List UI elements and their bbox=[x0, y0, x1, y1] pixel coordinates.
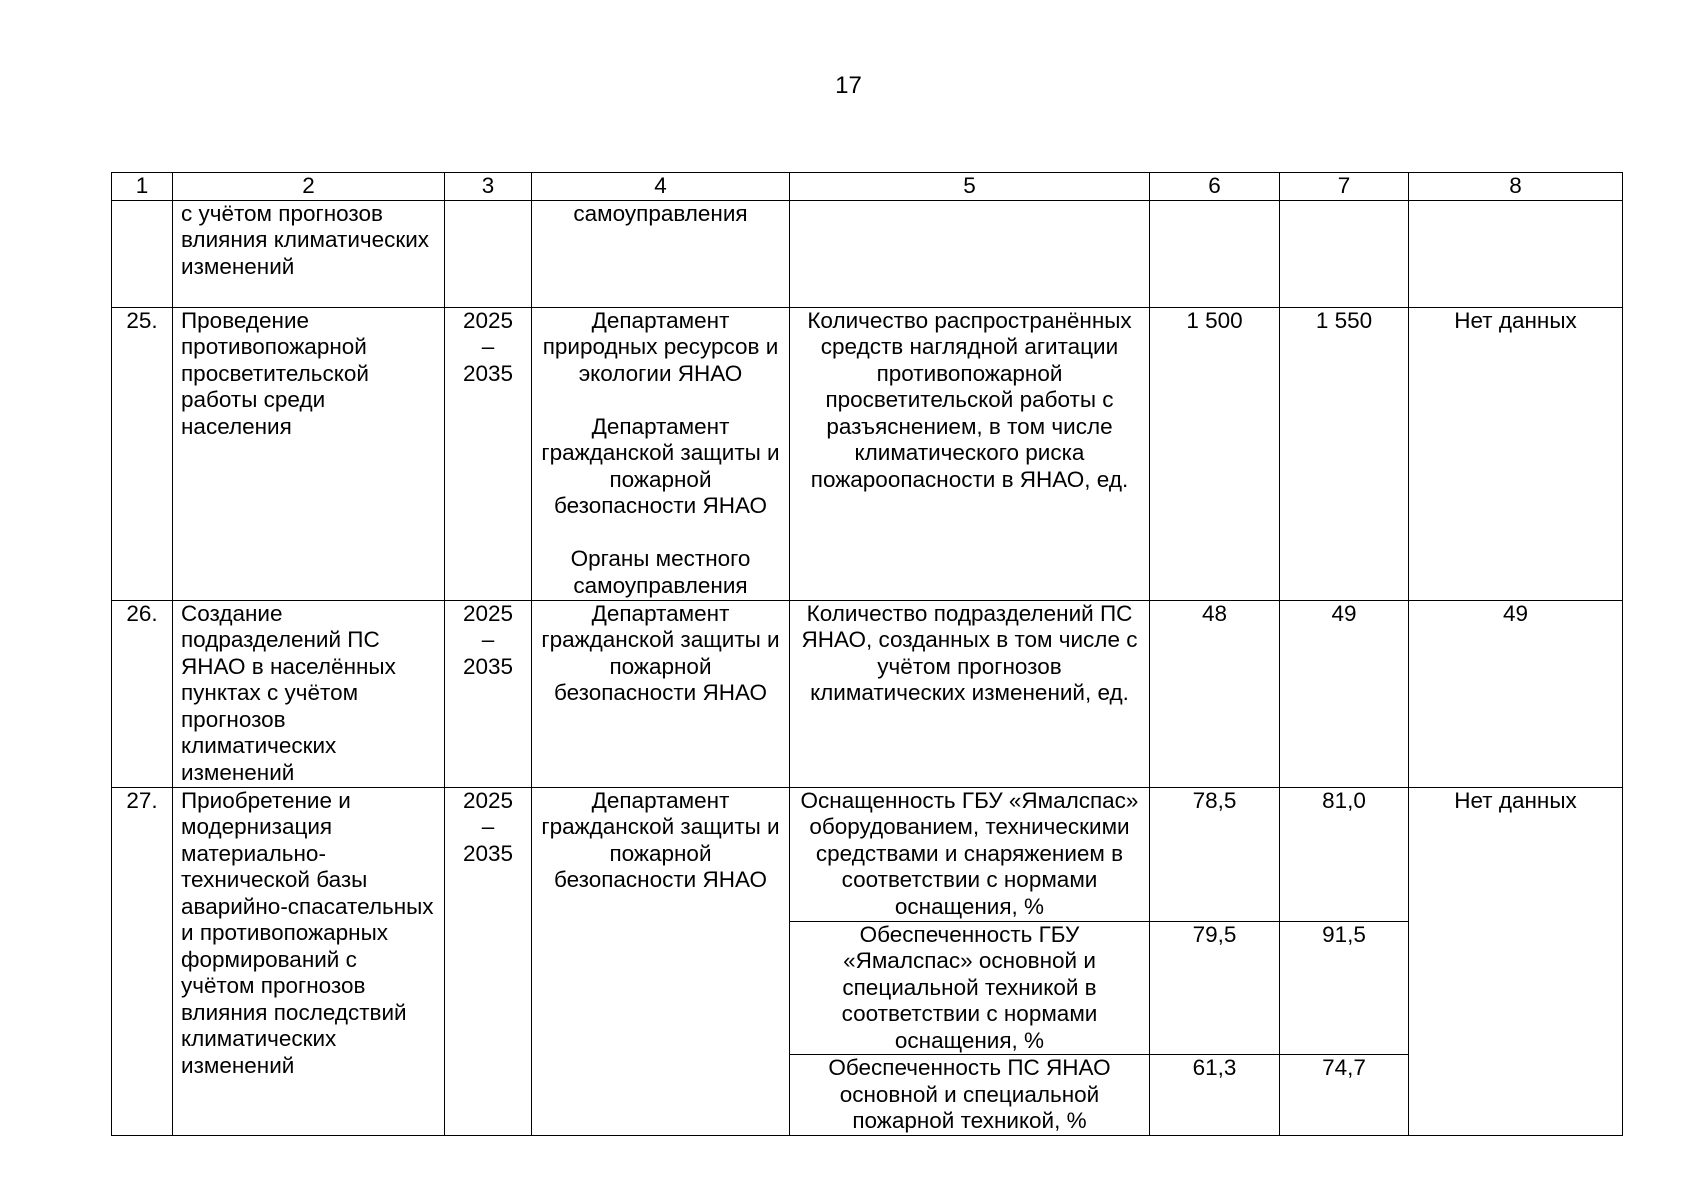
period-cell: 2025 – 2035 bbox=[445, 307, 532, 600]
value-2030-cell: 91,5 bbox=[1280, 921, 1409, 1055]
value-2035-cell: Нет данных bbox=[1409, 307, 1623, 600]
value-2030-cell: 1 550 bbox=[1280, 307, 1409, 600]
indicator-cell: Количество распространённых средств наглядной агитации противопожарной просветительской работы с разъяснением, в том числе климатического риска пожароопасности в ЯНАО, ед. bbox=[790, 307, 1150, 600]
value-cell bbox=[1409, 200, 1623, 307]
indicator-cell: Количество подразделений ПС ЯНАО, созданных в том числе с учётом прогнозов климатических изменений, ед. bbox=[790, 600, 1150, 787]
measure-name-cell: Приобретение и модернизация материально-технической базы аварийно-спасательных и противопожарных формирований с учётом прогнозов влияния последствий климатических изменений bbox=[173, 787, 445, 1135]
column-header: 4 bbox=[532, 173, 790, 201]
responsible-entry: Органы местного самоуправления bbox=[570, 546, 751, 598]
value-cell bbox=[1280, 200, 1409, 307]
row-number-cell: 25. bbox=[112, 307, 173, 600]
value-2035-cell: Нет данных bbox=[1409, 787, 1623, 1135]
indicator-cell: Оснащенность ГБУ «Ямалспас» оборудованием, техническими средствами и снаряжением в соответствии с нормами оснащения, % bbox=[790, 787, 1150, 921]
table-row-continuation bbox=[112, 200, 1623, 307]
period-cell: 2025 – 2035 bbox=[445, 600, 532, 787]
value-2035-cell: 49 bbox=[1409, 600, 1623, 787]
value-2025-cell: 61,3 bbox=[1150, 1055, 1280, 1136]
value-2030-cell: 49 bbox=[1280, 600, 1409, 787]
page-number: 17 bbox=[835, 72, 862, 99]
value-2025-cell: 1 500 bbox=[1150, 307, 1280, 600]
row-number-cell: 26. bbox=[112, 600, 173, 787]
responsible-entry: Департамент природных ресурсов и экологии ЯНАО bbox=[542, 307, 779, 386]
value-2025-cell: 79,5 bbox=[1150, 921, 1280, 1055]
period-cell bbox=[445, 200, 532, 307]
measure-name-cell: Создание подразделений ПС ЯНАО в населённых пунктах с учётом прогнозов климатических изменений bbox=[173, 600, 445, 787]
responsible-cell: Департамент гражданской защиты и пожарной безопасности ЯНАО bbox=[532, 787, 790, 1135]
responsible-cell: Департамент гражданской защиты и пожарной безопасности ЯНАО bbox=[532, 600, 790, 787]
table-row bbox=[112, 787, 1623, 921]
table-header-row bbox=[112, 173, 1623, 201]
measure-name-cell: с учётом прогнозов влияния климатических изменений bbox=[173, 200, 445, 307]
column-header: 3 bbox=[445, 173, 532, 201]
column-header: 8 bbox=[1409, 173, 1623, 201]
column-header: 2 bbox=[173, 173, 445, 201]
column-header: 5 bbox=[790, 173, 1150, 201]
responsible-cell bbox=[532, 307, 790, 600]
row-number-cell: 27. bbox=[112, 787, 173, 1135]
column-header: 6 bbox=[1150, 173, 1280, 201]
responsible-cell: самоуправления bbox=[532, 200, 790, 307]
value-cell bbox=[1150, 200, 1280, 307]
table-row bbox=[112, 307, 1623, 600]
indicator-cell: Обеспеченность ПС ЯНАО основной и специальной пожарной техникой, % bbox=[790, 1055, 1150, 1136]
indicator-cell bbox=[790, 200, 1150, 307]
value-2025-cell: 48 bbox=[1150, 600, 1280, 787]
measure-name-cell: Проведение противопожарной просветительской работы среди населения bbox=[173, 307, 445, 600]
table-row bbox=[112, 600, 1623, 787]
measures-table bbox=[111, 172, 1623, 1136]
value-2030-cell: 74,7 bbox=[1280, 1055, 1409, 1136]
indicator-cell: Обеспеченность ГБУ «Ямалспас» основной и специальной техникой в соответствии с нормами оснащения, % bbox=[790, 921, 1150, 1055]
column-header: 7 bbox=[1280, 173, 1409, 201]
value-2025-cell: 78,5 bbox=[1150, 787, 1280, 921]
column-header: 1 bbox=[112, 173, 173, 201]
value-2030-cell: 81,0 bbox=[1280, 787, 1409, 921]
responsible-entry: Департамент гражданской защиты и пожарной безопасности ЯНАО bbox=[541, 413, 780, 518]
period-cell: 2025 – 2035 bbox=[445, 787, 532, 1135]
row-number-cell bbox=[112, 200, 173, 307]
